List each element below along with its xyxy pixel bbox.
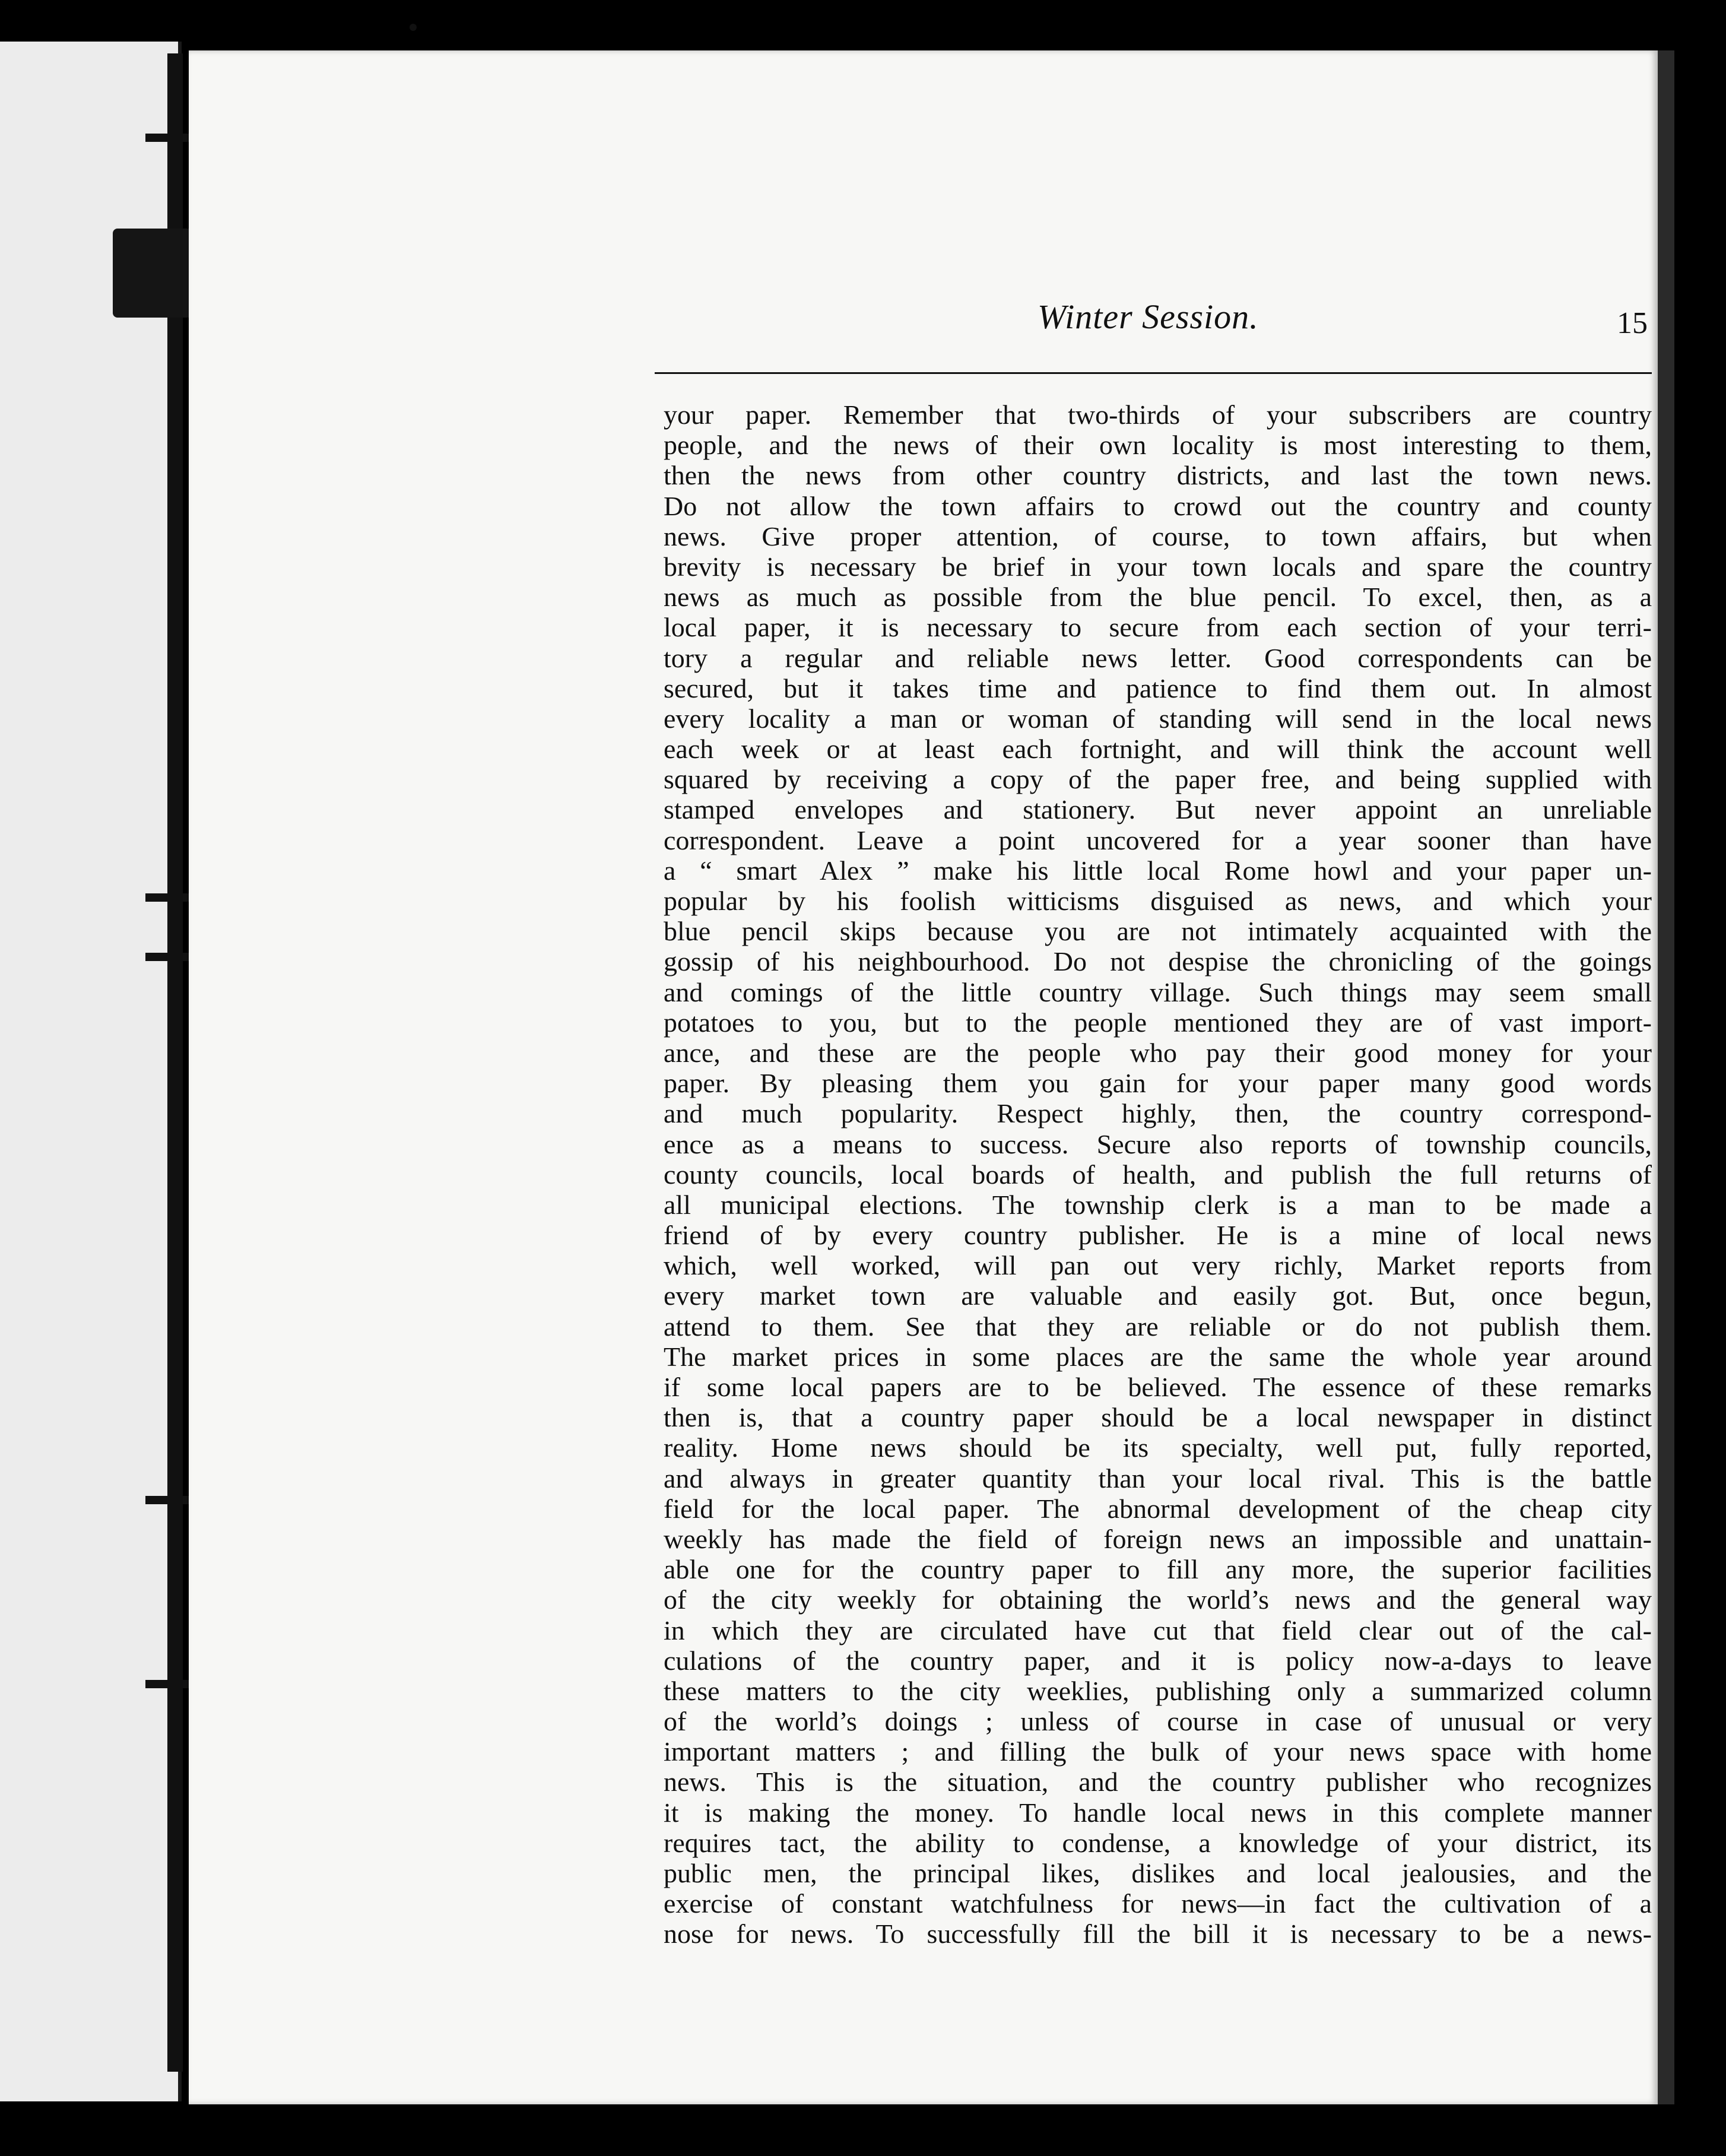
text-line: brevity is necessary be brief in your town locals and spare the country [664,551,1652,582]
text-line: every locality a man or woman of standing will send in the local news [664,703,1652,734]
text-line: requires tact, the ability to condense, a knowledge of your district, its [664,1827,1652,1858]
text-line: news. This is the situation, and the country publisher who recognizes [664,1767,1652,1797]
text-line: popular by his foolish witticisms disguised as news, and which your [664,886,1652,916]
text-line: blue pencil skips because you are not intimately acquainted with the [664,916,1652,947]
text-line: people, and the news of their own locality is most interesting to them, [664,430,1652,461]
text-line: local paper, it is necessary to secure from each section of your terri- [664,612,1652,643]
text-line: important matters ; and filling the bulk of your news space with home [664,1736,1652,1767]
book-page [189,50,1674,2104]
text-line: and comings of the little country village. Such things may seem small [664,976,1652,1007]
text-line: your paper. Remember that two-thirds of your subscribers are country [664,400,1652,430]
text-line: every market town are valuable and easily got. But, once begun, [664,1280,1652,1311]
text-line: these matters to the city weeklies, publishing only a summarized column [664,1675,1652,1706]
running-head-title: Winter Session. [1037,297,1259,336]
text-line: a “ smart Alex ” make his little local Rome howl and your paper un- [664,855,1652,886]
text-line: all municipal elections. The township clerk is a man to be made a [664,1189,1652,1220]
text-line: then the news from other country districts, and last the town news. [664,460,1652,491]
binding-clip [113,229,196,318]
text-line: each week or at least each fortnight, and will think the account well [664,734,1652,765]
text-line: paper. By pleasing them you gain for your paper many good words [664,1068,1652,1099]
text-line: of the world’s doings ; unless of course in case of unusual or very [664,1706,1652,1737]
text-line: secured, but it takes time and patience to find them out. In almost [664,673,1652,703]
text-line: it is making the money. To handle local news in this complete manner [664,1797,1652,1828]
text-line: culations of the country paper, and it is policy now-a-days to leave [664,1645,1652,1676]
text-line: friend of by every country publisher. He is a mine of local news [664,1220,1652,1251]
text-line: gossip of his neighbourhood. Do not despise the chronicling of the goings [664,946,1652,977]
text-line: news as much as possible from the blue pencil. To excel, then, as a [664,582,1652,613]
book-binding [167,53,183,2072]
text-line: county councils, local boards of health, and publish the full returns of [664,1159,1652,1190]
facing-page-edge [0,42,182,2101]
text-line: and much popularity. Respect highly, then, the country correspond- [664,1098,1652,1129]
scan-speck [410,24,417,31]
text-line: reality. Home news should be its specialty, well put, fully reported, [664,1432,1652,1463]
text-line: Do not allow the town affairs to crowd out the country and county [664,490,1652,521]
page-number: 15 [1617,306,1648,340]
body-text [664,400,1652,1949]
text-line: then is, that a country paper should be a local newspaper in distinct [664,1402,1652,1433]
text-line: able one for the country paper to fill any more, the superior facilities [664,1554,1652,1585]
text-line: in which they are circulated have cut that field clear out of the cal- [664,1615,1652,1645]
text-line: ence as a means to success. Secure also reports of township councils, [664,1128,1652,1159]
text-line: public men, the principal likes, dislikes and local jealousies, and the [664,1858,1652,1888]
text-line: weekly has made the field of foreign news an impossible and unattain- [664,1523,1652,1554]
text-line: nose for news. To successfully fill the bill it is necessary to be a news- [664,1919,1652,1949]
text-line: and always in greater quantity than your local rival. This is the battle [664,1463,1652,1494]
text-line: attend to them. See that they are reliable or do not publish them. [664,1311,1652,1342]
text-line: correspondent. Leave a point uncovered for a year sooner than have [664,825,1652,855]
text-line: which, well worked, will pan out very richly, Market reports from [664,1250,1652,1281]
text-line: field for the local paper. The abnormal development of the cheap city [664,1493,1652,1524]
text-line: squared by receiving a copy of the paper free, and being supplied with [664,764,1652,795]
text-line: potatoes to you, but to the people mentioned they are of vast import- [664,1007,1652,1038]
header-rule [655,372,1652,374]
text-line: stamped envelopes and stationery. But never appoint an unreliable [664,794,1652,825]
text-line: if some local papers are to be believed. The essence of these remarks [664,1372,1652,1402]
text-line: ance, and these are the people who pay their good money for your [664,1037,1652,1068]
text-line: tory a regular and reliable news letter. Good correspondents can be [664,642,1652,673]
text-line: of the city weekly for obtaining the world’s news and the general way [664,1584,1652,1615]
text-line: exercise of constant watchfulness for news—in fact the cultivation of a [664,1888,1652,1919]
text-line: The market prices in some places are the same the whole year around [664,1341,1652,1372]
text-line: news. Give proper attention, of course, to town affairs, but when [664,521,1652,551]
